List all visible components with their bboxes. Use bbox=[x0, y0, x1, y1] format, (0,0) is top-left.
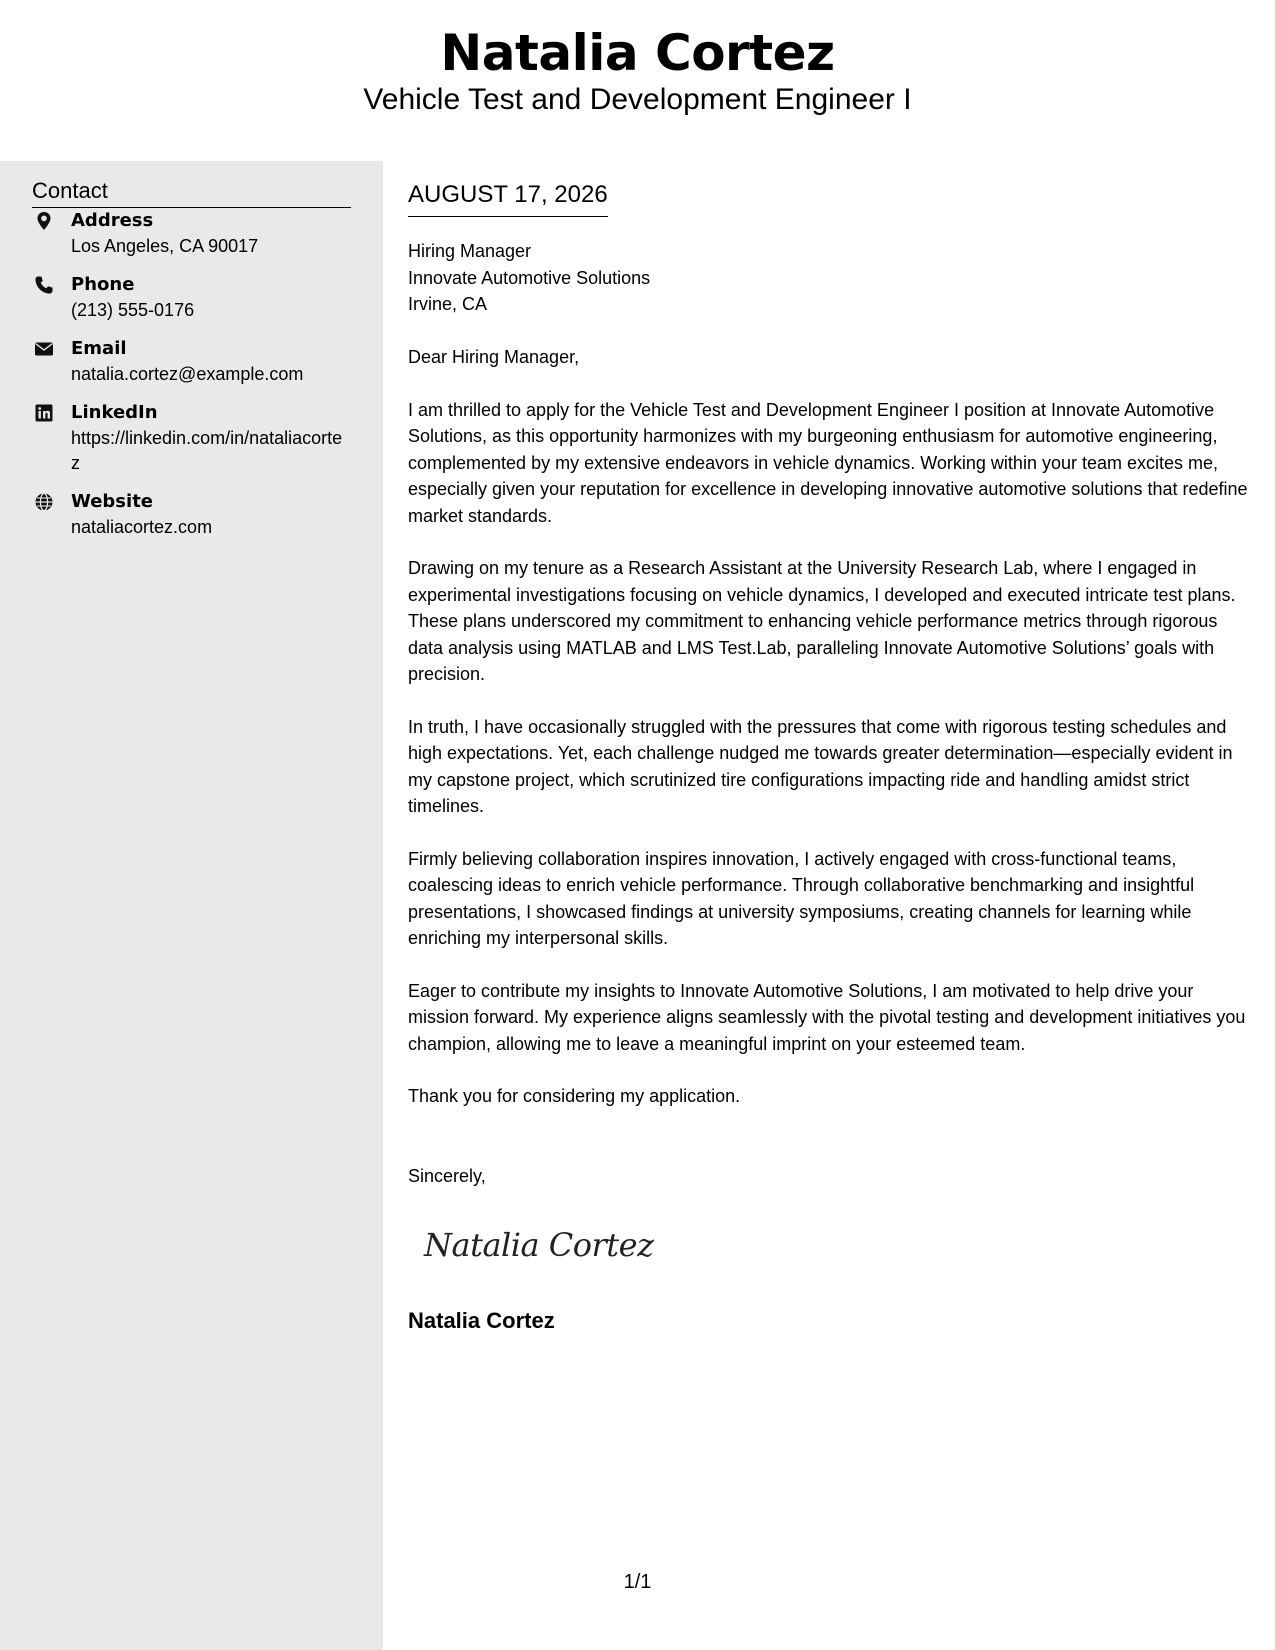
candidate-name: Natalia Cortez bbox=[440, 24, 835, 82]
recipient-name: Hiring Manager bbox=[408, 241, 532, 261]
contact-heading: Contact bbox=[32, 176, 351, 208]
handwritten-signature bbox=[422, 1218, 662, 1268]
letter-text bbox=[408, 344, 1248, 1136]
paragraph: I am thrilled to apply for the Vehicle Test and Development Engineer I position at Innovate Automotive Solutions, as this opportunity harmonizes with my burgeoning enthusiasm for automotive engineering, complemented by my extensive endeavors in vehicle dynamics. Working within your team excites me, especially given your reputation for excellence in developing innovative automotive solutions that redefine market standards. bbox=[408, 399, 1248, 526]
salutation: Dear Hiring Manager, bbox=[408, 347, 580, 367]
letter-date: AUGUST 17, 2026 bbox=[408, 180, 608, 217]
linkedin-icon bbox=[34, 403, 54, 423]
contact-label: Address bbox=[71, 210, 154, 231]
recipient-company: Innovate Automotive Solutions bbox=[408, 267, 651, 288]
paragraph: Drawing on my tenure as a Research Assistant at the University Research Lab, where I engaged in experimental investigations focusing on vehicle dynamics, I developed and executed intricate test plans. These plans underscored my commitment to enhancing vehicle performance metrics through rigorous data analysis using MATLAB and LMS Test.Lab, paralleling Innovate Automotive Solutions’ goals with precision. bbox=[408, 558, 1236, 684]
linkedin-value: https://linkedin.com/in/nataliacortez bbox=[71, 428, 343, 473]
paragraph: In truth, I have occasionally struggled with the pressures that come with rigorous testing schedules and high expectations. Yet, each challenge nudged me towards greater determination—especially evident in my capstone project, which scrutinized tire configurations impacting ride and handling amidst strict timelines. bbox=[408, 716, 1233, 816]
page-number: 1/1 bbox=[623, 1571, 652, 1593]
paragraph: Eager to contribute my insights to Innovate Automotive Solutions, I am motivated to help drive your mission forward. My experience aligns seamlessly with the pivotal testing and development initiatives you champion, allowing me to leave a meaningful imprint on your esteemed team. bbox=[408, 980, 1246, 1054]
recipient-block bbox=[408, 238, 1248, 318]
email-value: natalia.cortez@example.com bbox=[71, 364, 304, 384]
contact-label: Website bbox=[71, 491, 154, 512]
paragraph: Firmly believing collaboration inspires innovation, I actively engaged with cross-functional teams, coalescing ideas to enrich vehicle performance. Through collaborative benchmarking and insightful presentations, I showcased findings at university symposiums, creating channels for learning while enriching my interpersonal skills. bbox=[408, 848, 1195, 948]
svg-text:Natalia Cortez: Natalia Cortez bbox=[424, 1226, 654, 1264]
phone-icon bbox=[34, 275, 54, 295]
contact-label: Phone bbox=[71, 274, 135, 295]
job-title: Vehicle Test and Development Engineer I bbox=[363, 83, 912, 116]
phone-value: (213) 555-0176 bbox=[71, 300, 195, 320]
website-value: nataliacortez.com bbox=[71, 517, 213, 537]
signed-name: Natalia Cortez bbox=[408, 1308, 555, 1333]
globe-icon bbox=[34, 492, 54, 512]
envelope-icon bbox=[34, 339, 54, 359]
closing: Sincerely, bbox=[408, 1166, 486, 1186]
contact-label: LinkedIn bbox=[71, 402, 158, 423]
header bbox=[0, 0, 1275, 160]
map-pin-icon bbox=[34, 211, 54, 231]
contact-label: Email bbox=[71, 338, 127, 359]
recipient-location: Irvine, CA bbox=[408, 294, 488, 314]
paragraph: Thank you for considering my application. bbox=[408, 1086, 741, 1106]
address-value: Los Angeles, CA 90017 bbox=[71, 236, 259, 256]
